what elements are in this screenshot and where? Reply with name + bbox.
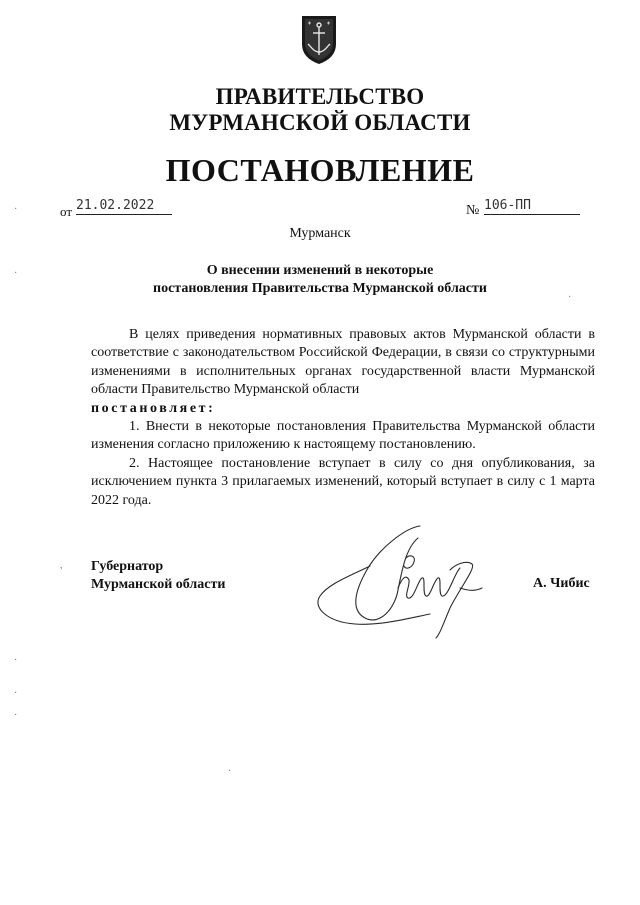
handwritten-signature bbox=[310, 518, 490, 640]
scan-speck: · bbox=[568, 292, 572, 303]
document-body bbox=[91, 326, 595, 510]
signatory-name: А. Чибис bbox=[533, 576, 590, 591]
scan-speck: , bbox=[60, 560, 63, 571]
signatory-title bbox=[91, 558, 225, 594]
org-name-line1: ПРАВИТЕЛЬСТВО bbox=[215, 84, 425, 109]
document-date: 21.02.2022 bbox=[76, 198, 172, 215]
document-type-title: ПОСТАНОВЛЕНИЕ bbox=[165, 152, 475, 188]
scan-speck: · bbox=[14, 204, 18, 215]
signatory-title-line2: Мурманской области bbox=[91, 577, 226, 592]
scan-speck: · bbox=[14, 268, 18, 279]
resolves-word: постановляет: bbox=[91, 400, 216, 416]
scan-speck: · bbox=[14, 688, 18, 699]
date-label: от bbox=[60, 204, 73, 219]
scan-speck: · bbox=[14, 710, 18, 721]
org-name-line2: МУРМАНСКОЙ ОБЛАСТИ bbox=[169, 110, 471, 135]
scan-speck: · bbox=[228, 766, 232, 777]
subject-line1: О внесении изменений в некоторые bbox=[206, 263, 434, 278]
coat-of-arms-icon bbox=[300, 14, 338, 66]
number-label: № bbox=[466, 203, 480, 218]
city: Мурманск bbox=[289, 226, 351, 241]
subject-line2: постановления Правительства Мурманской области bbox=[153, 281, 487, 296]
item-2-paragraph: 2. Настоящее постановление вступает в силу со дня опубликования, за исключением пункта 3 прилагаемых изменений, который вступает в силу с 1 марта 2022 года. bbox=[91, 455, 595, 508]
signatory-title-line1: Губернатор bbox=[91, 559, 164, 574]
item-1-paragraph: 1. Внести в некоторые постановления Правительства Мурманской области изменения согласно приложению к настоящему постановлению. bbox=[91, 419, 595, 453]
document-subject bbox=[0, 262, 640, 298]
intro-paragraph: В целях приведения нормативных правовых актов Мурманской области в соответствие с законодательством Российской Федерации, в связи со структурными изменениями в исполнительных органах государственной власти Мурманской области Правительство Мурманской области bbox=[91, 327, 595, 398]
scan-speck: · bbox=[14, 655, 18, 666]
document-number: 106-ПП bbox=[484, 198, 580, 215]
